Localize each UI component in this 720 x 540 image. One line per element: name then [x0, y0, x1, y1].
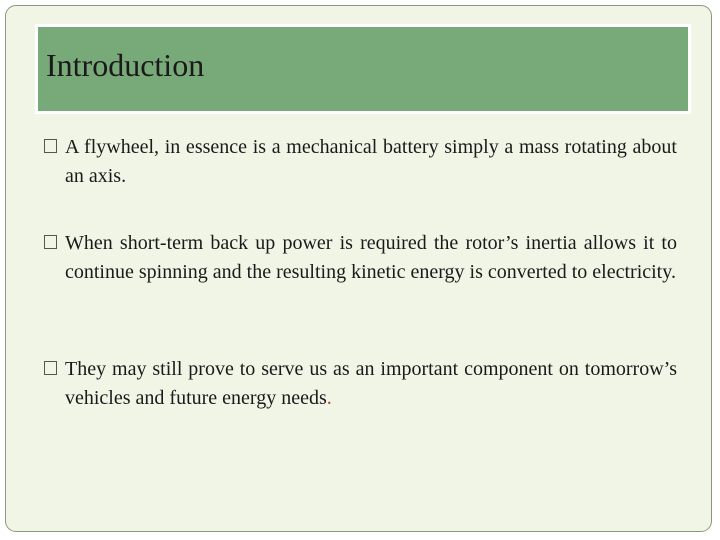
square-bullet-icon: [44, 235, 57, 249]
square-bullet-icon: [44, 139, 57, 153]
bullet-text-1: A flywheel, in essence is a mechanical battery simply a mass rotating about an axis.: [65, 136, 677, 187]
title-bar: [35, 24, 691, 114]
bullet-text-3: [65, 355, 677, 413]
bullet-text-3-period: .: [326, 387, 332, 409]
bullet-text-2: When short-term back up power is required the rotor’s inertia allows it to continue spinning and the resulting kinetic energy is converted to electricity.: [65, 232, 677, 283]
bullet-item-1: [44, 133, 677, 191]
square-bullet-icon: [44, 361, 57, 375]
bullet-item-3: [44, 355, 677, 413]
slide-title: Introduction: [46, 47, 205, 83]
bullet-item-2: [44, 229, 677, 287]
bullet-text-3-body: They may still prove to serve us as an important component on tomorrow’s vehicles and future energy needs: [65, 358, 677, 409]
